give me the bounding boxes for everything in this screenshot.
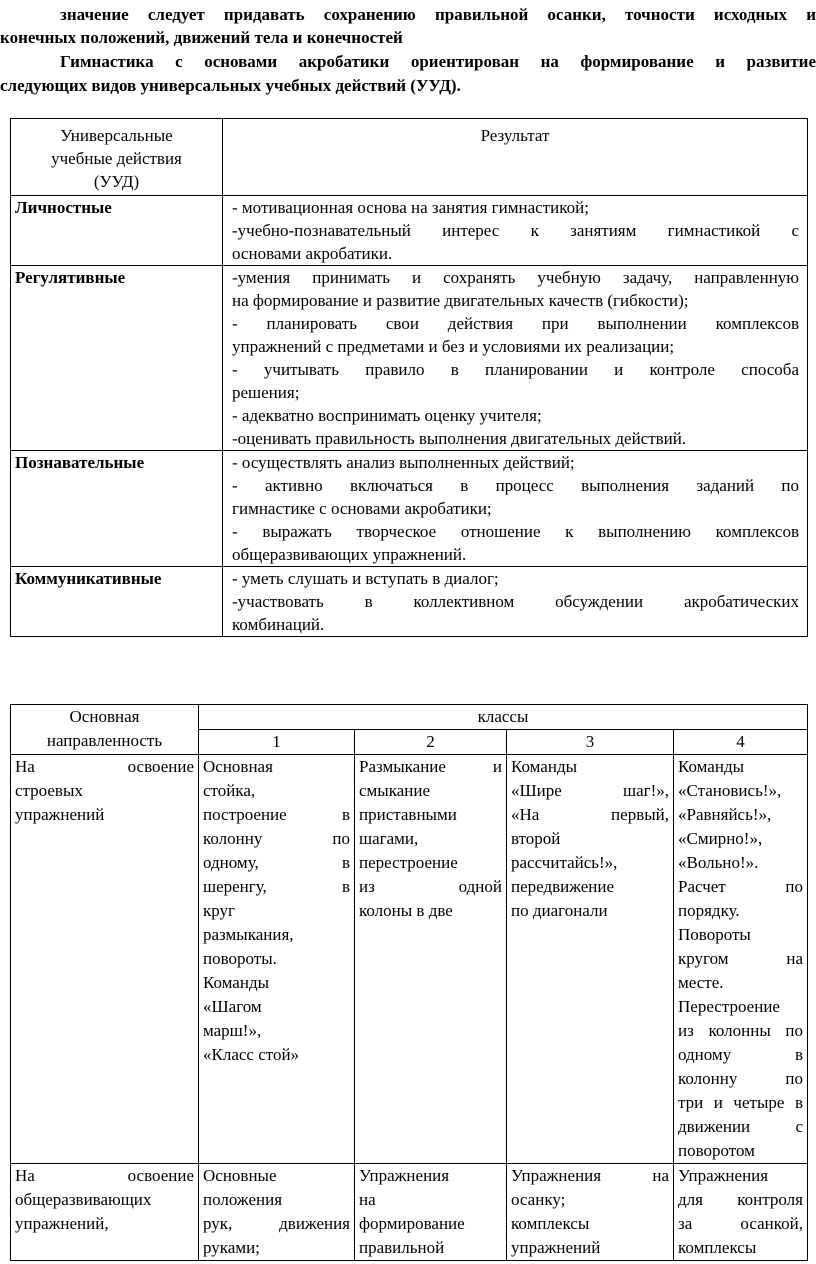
uud-result-line: - планировать свои действия при выполнении комплексов xyxy=(232,314,799,333)
classes-cell-line: «Смирно!», xyxy=(678,829,763,848)
classes-cell-line: колонну по xyxy=(203,829,350,848)
uud-row xyxy=(11,266,808,451)
classes-cell-line: второй xyxy=(511,829,561,848)
classes-direction-line: На освоение xyxy=(15,757,194,776)
classes-cell-line: одному в xyxy=(678,1045,803,1064)
classes-cell-line: осанку; xyxy=(511,1190,566,1209)
classes-cell-line: для контроля xyxy=(678,1190,803,1209)
classes-cell-line: колоны в две xyxy=(359,901,453,920)
uud-row xyxy=(11,451,808,567)
uud-result xyxy=(223,451,808,567)
uud-header-left-line: Универсальные xyxy=(60,126,173,145)
uud-header-left-line: (УУД) xyxy=(93,172,140,191)
classes-cell-line: Размыкание и xyxy=(359,757,502,776)
classes-grade-3-cell xyxy=(507,755,674,1164)
uud-result-line: - адекватно воспринимать оценку учителя; xyxy=(232,406,542,425)
classes-cell-line: «Равняйсь!», xyxy=(678,805,772,824)
intro-line-2: конечных положений, движений тела и конечностей xyxy=(0,28,403,47)
classes-cell-line: приставными xyxy=(359,805,457,824)
classes-cell-line: Упражнения на xyxy=(511,1166,669,1185)
uud-result-line: - активно включаться в процесс выполнения заданий по xyxy=(232,476,799,495)
classes-table xyxy=(10,704,808,1261)
classes-cell-line: передвижение xyxy=(511,877,615,896)
classes-cell-line: смыкание xyxy=(359,781,431,800)
classes-cell-line: руками; xyxy=(203,1238,260,1257)
classes-cell-line: Упражнения xyxy=(678,1166,769,1185)
classes-cell-line: Расчет по xyxy=(678,877,803,896)
uud-result-line: на формирование и развитие двигательных качеств (гибкости); xyxy=(232,291,689,310)
intro-line-4: следующих видов универсальных учебных действий (УУД). xyxy=(0,76,461,95)
classes-cell-line: шеренгу, в xyxy=(203,877,350,896)
uud-result-line: -участвовать в коллективном обсуждении акробатических xyxy=(232,592,799,611)
uud-result-line: - выражать творческое отношение к выполнению комплексов xyxy=(232,522,799,541)
classes-direction-line: упражнений, xyxy=(15,1214,109,1233)
grade-3: 3 xyxy=(507,730,674,755)
classes-grade-1-cell xyxy=(199,755,355,1164)
classes-cell-line: поворотом xyxy=(678,1141,755,1160)
uud-result-line: решения; xyxy=(232,383,300,402)
uud-result-line: гимнастике с основами акробатики; xyxy=(232,499,492,518)
classes-header-row xyxy=(11,705,808,730)
classes-cell-line: по диагонали xyxy=(511,901,608,920)
uud-result-line: - уметь слушать и вступать в диалог; xyxy=(232,569,499,588)
uud-result-line: - осуществлять анализ выполненных действий; xyxy=(232,453,575,472)
uud-result xyxy=(223,567,808,637)
classes-cell-line: «Становись!», xyxy=(678,781,782,800)
uud-category: Познавательные xyxy=(11,451,223,567)
classes-cell-line: «На первый, xyxy=(511,805,669,824)
uud-result-line: общеразвивающих упражнений. xyxy=(232,545,467,564)
classes-cell-line: порядку. xyxy=(678,901,740,920)
uud-category: Коммуникативные xyxy=(11,567,223,637)
classes-cell-line: рук, движения xyxy=(203,1214,350,1233)
uud-header-left xyxy=(11,119,223,196)
uud-result-line: - учитывать правило в планировании и контроле способа xyxy=(232,360,799,379)
classes-grade-4-cell xyxy=(674,755,808,1164)
classes-cell-line: положения xyxy=(203,1190,283,1209)
classes-cell-line: комплексы xyxy=(511,1214,590,1233)
classes-cell-line: «Вольно!». xyxy=(678,853,759,872)
classes-cell-line: колонну по xyxy=(678,1069,803,1088)
classes-header-group: классы xyxy=(199,705,808,730)
uud-result-line: комбинаций. xyxy=(232,615,325,634)
classes-direction xyxy=(11,755,199,1164)
classes-cell-line: повороты. xyxy=(203,949,277,968)
classes-cell-line: за осанкой, xyxy=(678,1214,803,1233)
uud-row xyxy=(11,567,808,637)
classes-row xyxy=(11,1164,808,1261)
classes-cell-line: месте. xyxy=(678,973,724,992)
classes-header-left-line: Основная xyxy=(69,707,140,726)
uud-row xyxy=(11,196,808,266)
classes-cell-line: из одной xyxy=(359,877,502,896)
uud-result-line: -учебно-познавательный интерес к занятиям гимнастикой с xyxy=(232,221,799,240)
uud-category: Личностные xyxy=(11,196,223,266)
uud-result-line: основами акробатики. xyxy=(232,244,393,263)
uud-header-left-line: учебные действия xyxy=(51,149,182,168)
classes-grade-2-cell xyxy=(355,1164,507,1261)
classes-cell-line: формирование xyxy=(359,1214,465,1233)
classes-cell-line: «Шагом xyxy=(203,997,262,1016)
classes-cell-line: «Класс стой» xyxy=(203,1045,300,1064)
classes-direction-line: общеразвивающих xyxy=(15,1190,152,1209)
uud-header-right: Результат xyxy=(223,119,808,196)
intro-line-1: значение следует придавать сохранению правильной осанки, точности исходных и xyxy=(60,5,816,24)
uud-category: Регулятивные xyxy=(11,266,223,451)
uud-result-line: упражнений с предметами и без и условиями их реализации; xyxy=(232,337,675,356)
classes-cell-line: движении с xyxy=(678,1117,803,1136)
classes-cell-line: стойка, xyxy=(203,781,256,800)
classes-cell-line: Команды xyxy=(678,757,745,776)
classes-header-left-line: направленность xyxy=(46,731,163,750)
classes-cell-line: построение в xyxy=(203,805,350,824)
classes-direction xyxy=(11,1164,199,1261)
classes-grade-2-cell xyxy=(355,755,507,1164)
uud-result xyxy=(223,196,808,266)
classes-cell-line: одному, в xyxy=(203,853,350,872)
classes-cell-line: кругом на xyxy=(678,949,803,968)
classes-cell-line: рассчитайсь!», xyxy=(511,853,618,872)
classes-cell-line: правильной xyxy=(359,1238,445,1257)
classes-grade-3-cell xyxy=(507,1164,674,1261)
uud-header-row xyxy=(11,119,808,196)
intro-line-3: Гимнастика с основами акробатики ориентирован на формирование и развитие xyxy=(60,52,816,71)
classes-cell-line: круг xyxy=(203,901,236,920)
uud-table xyxy=(10,118,808,637)
classes-cell-line: Повороты xyxy=(678,925,751,944)
classes-cell-line: перестроение xyxy=(359,853,458,872)
grade-2: 2 xyxy=(355,730,507,755)
uud-result-line: - мотивационная основа на занятия гимнастикой; xyxy=(232,198,589,217)
classes-cell-line: упражнений xyxy=(511,1238,601,1257)
classes-cell-line: «Шире шаг!», xyxy=(511,781,669,800)
classes-cell-line: три и четыре в xyxy=(678,1093,803,1112)
classes-direction-line: На освоение xyxy=(15,1166,194,1185)
classes-cell-line: марш!», xyxy=(203,1021,262,1040)
classes-grade-4-cell xyxy=(674,1164,808,1261)
uud-result xyxy=(223,266,808,451)
grade-1: 1 xyxy=(199,730,355,755)
classes-grade-1-cell xyxy=(199,1164,355,1261)
classes-cell-line: Команды xyxy=(511,757,578,776)
classes-header-left xyxy=(11,705,199,755)
classes-cell-line: Перестроение xyxy=(678,997,780,1016)
classes-cell-line: Команды xyxy=(203,973,270,992)
classes-cell-line: из колонны по xyxy=(678,1021,803,1040)
uud-result-line: -умения принимать и сохранять учебную задачу, направленную xyxy=(232,268,799,287)
classes-cell-line: Основные xyxy=(203,1166,277,1185)
classes-row xyxy=(11,755,808,1164)
classes-direction-line: строевых xyxy=(15,781,83,800)
classes-cell-line: на xyxy=(359,1190,376,1209)
classes-cell-line: комплексы xyxy=(678,1238,757,1257)
grade-4: 4 xyxy=(674,730,808,755)
classes-cell-line: шагами, xyxy=(359,829,419,848)
classes-cell-line: размыкания, xyxy=(203,925,294,944)
classes-cell-line: Упражнения xyxy=(359,1166,450,1185)
classes-direction-line: упражнений xyxy=(15,805,105,824)
uud-result-line: -оценивать правильность выполнения двигательных действий. xyxy=(232,429,687,448)
classes-cell-line: Основная xyxy=(203,757,273,776)
